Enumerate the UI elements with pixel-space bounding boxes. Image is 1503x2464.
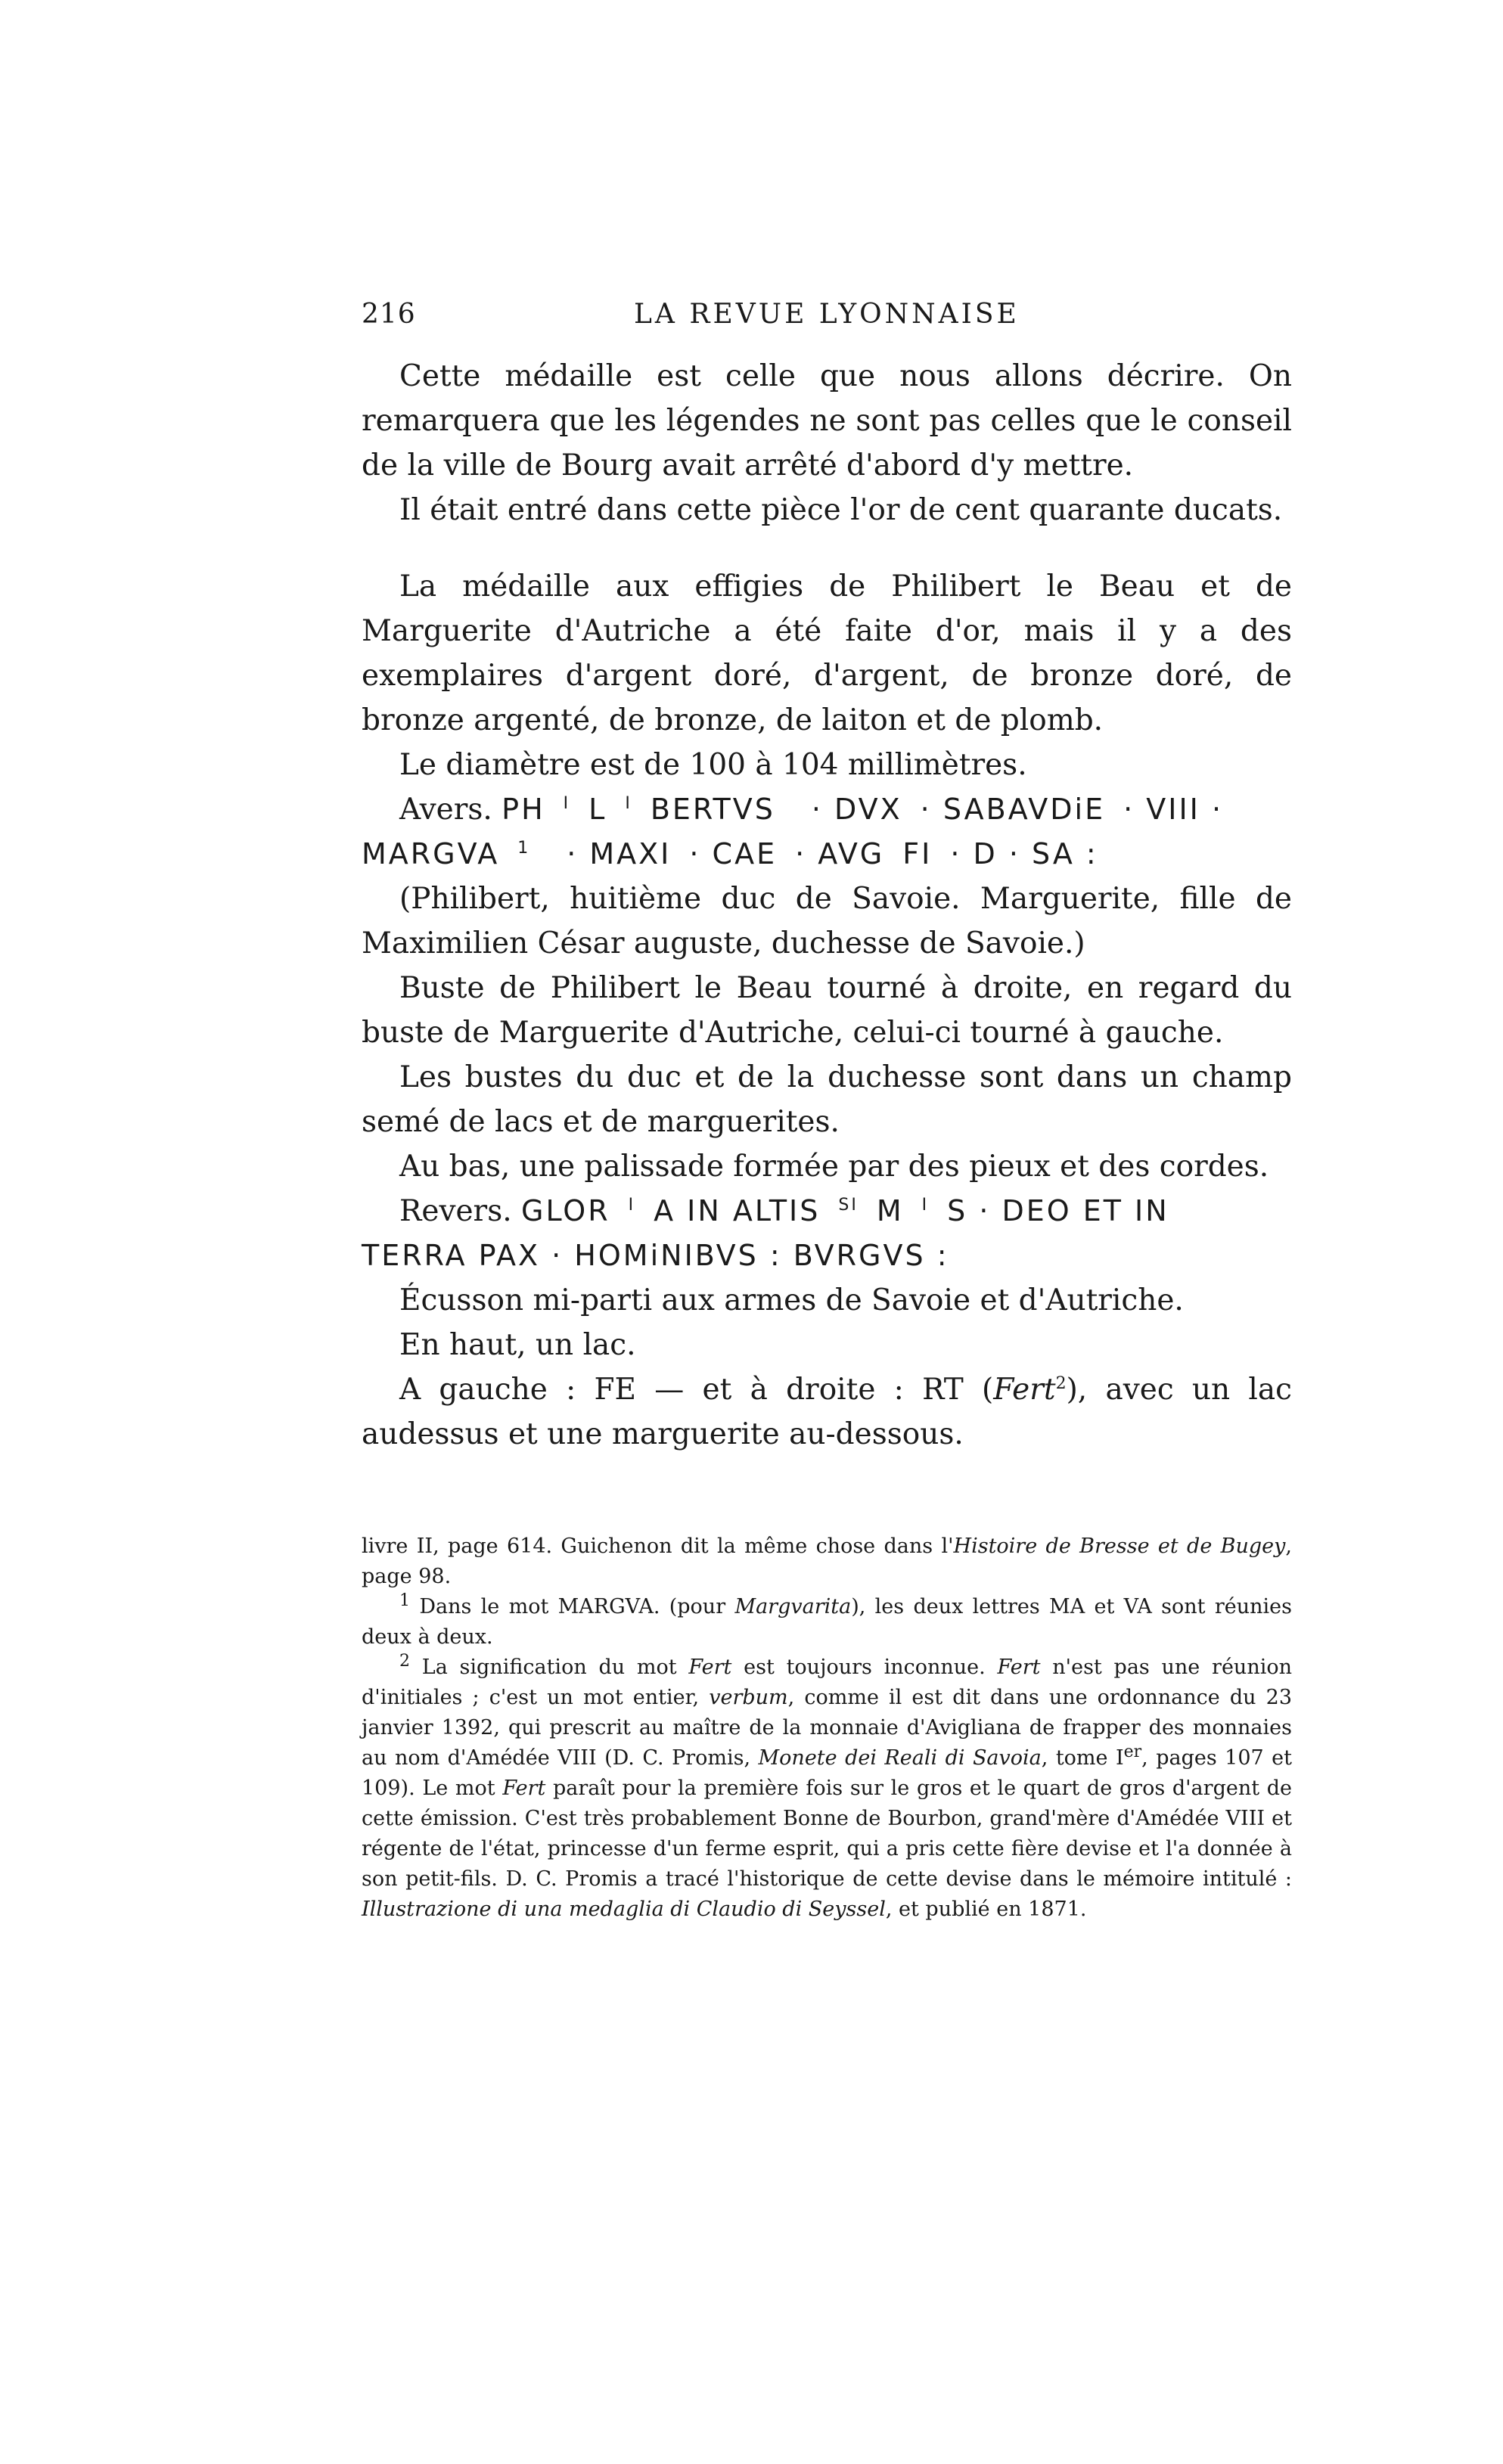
avers-translation: (Philibert, huitième duc de Savoie. Marguerite, fille de Maximilien César auguste, duchesse de Savoie.) [362, 882, 1292, 960]
avers-description: Buste de Philibert le Beau tourné à droite, en regard du buste de Marguerite d'Autriche, celui-ci tourné à gauche. [362, 971, 1292, 1050]
footnote-2: $^2$ La signification du mot Fert est toujours inconnue. Fert n'est pas une réunion d'initiales ; c'est un mot entier, verbum, comme il est dit dans une ordonnance du 23 janvier 1392, qui prescrit au maître de la monnaie d'Avigliana de frapper des monnaies au nom d'Amédée VIII (D. C. Promis, Monete dei Reali di Savoia, tome Ier, pages 107 et 109). Le mot Fert paraît pour la première fois sur le gros et le quart de gros d'argent de cette émission. C'est très probablement Bonne de Bourbon, grand'mère d'Amédée VIII et régente de l'état, princesse d'un ferme esprit, qui a pris cette fière devise et l'a donnée à son petit-fils. D. C. Promis a tracé l'historique de cette devise dans le mémoire intitulé : Illustrazione di una medaglia di Claudio di Seyssel, et publié en 1871. [362, 1652, 1293, 1921]
legend-word: · CAE [689, 837, 778, 870]
revers-legend: GLOR $^I$ A IN ALTIS $^{SI}$ M $^I$ S · DEO ET IN [521, 1194, 1169, 1227]
revers-legend-line2: TERRA PAX · HOMiNIBVS : BVRGVS : [362, 1239, 949, 1272]
legend-word: PH $^I$ L $^I$ BERTVS [502, 793, 775, 826]
revers-label: Revers. [399, 1194, 512, 1228]
legend-word: · D · SA : [950, 837, 1098, 870]
avers-description: Les bustes du duc et de la duchesse sont dans un champ semé de lacs et de marguerites. [362, 1060, 1292, 1139]
footnote-continuation: livre II, page 614. Guichenon dit la même chose dans l'Histoire de Bresse et de Bugey, page 98. [362, 1535, 1292, 1588]
legend-word: · SABAVDiE [920, 793, 1106, 826]
paragraph: Le diamètre est de 100 à 104 millimètres. [399, 748, 1027, 782]
running-title: LA REVUE LYONNAISE [634, 299, 1020, 330]
avers-legend-line2 [362, 832, 1292, 877]
footnote-marker: 2 [399, 1652, 410, 1671]
footnotes [362, 1531, 1292, 1925]
avers-label: Avers. [399, 793, 492, 827]
legend-word: MARGVA $^1$ [362, 837, 531, 870]
running-header [362, 299, 1292, 344]
page-number: 216 [362, 299, 416, 330]
revers-description: En haut, un lac. [399, 1328, 636, 1362]
main-text [362, 354, 1292, 1457]
paragraph: Il était entré dans cette pièce l'or de cent quarante ducats. [399, 493, 1283, 527]
section-gap [362, 532, 1292, 564]
revers-description: A gauche : FE — et à droite : RT (Fert$^2$), avec un lac audessus et une marguerite au-dessous. [362, 1373, 1293, 1451]
legend-word: · VIII · [1123, 793, 1224, 826]
revers-description: Écusson mi-parti aux armes de Savoie et d'Autriche. [399, 1283, 1184, 1317]
legend-word: · MAXI [567, 837, 672, 870]
avers-description: Au bas, une palissade formée par des pieux et des cordes. [399, 1150, 1269, 1184]
paragraph: La médaille aux effigies de Philibert le Beau et de Marguerite d'Autriche a été faite d'or, mais il y a des exemplaires d'argent doré, d'argent, de bronze doré, de bronze argenté, de bronze, de laiton et de plomb. [362, 569, 1292, 737]
legend-word: · AVG [795, 837, 885, 870]
footnote-1: $^1$ Dans le mot MARGVA. (pour Margvarita), les deux lettres MA et VA sont réunies deux à deux. [362, 1591, 1292, 1649]
legend-word: · DVX [811, 793, 902, 826]
revers-legend-line1 [362, 1189, 1292, 1234]
legend-word: FI [902, 837, 933, 870]
avers-legend-line1 [362, 787, 1292, 832]
avers-legend [502, 793, 1241, 826]
footnote-marker: 1 [399, 1591, 410, 1610]
paragraph: Cette médaille est celle que nous allons décrire. On remarquera que les légendes ne sont pas celles que le conseil de la ville de Bourg avait arrêté d'abord d'y mettre. [362, 359, 1292, 483]
